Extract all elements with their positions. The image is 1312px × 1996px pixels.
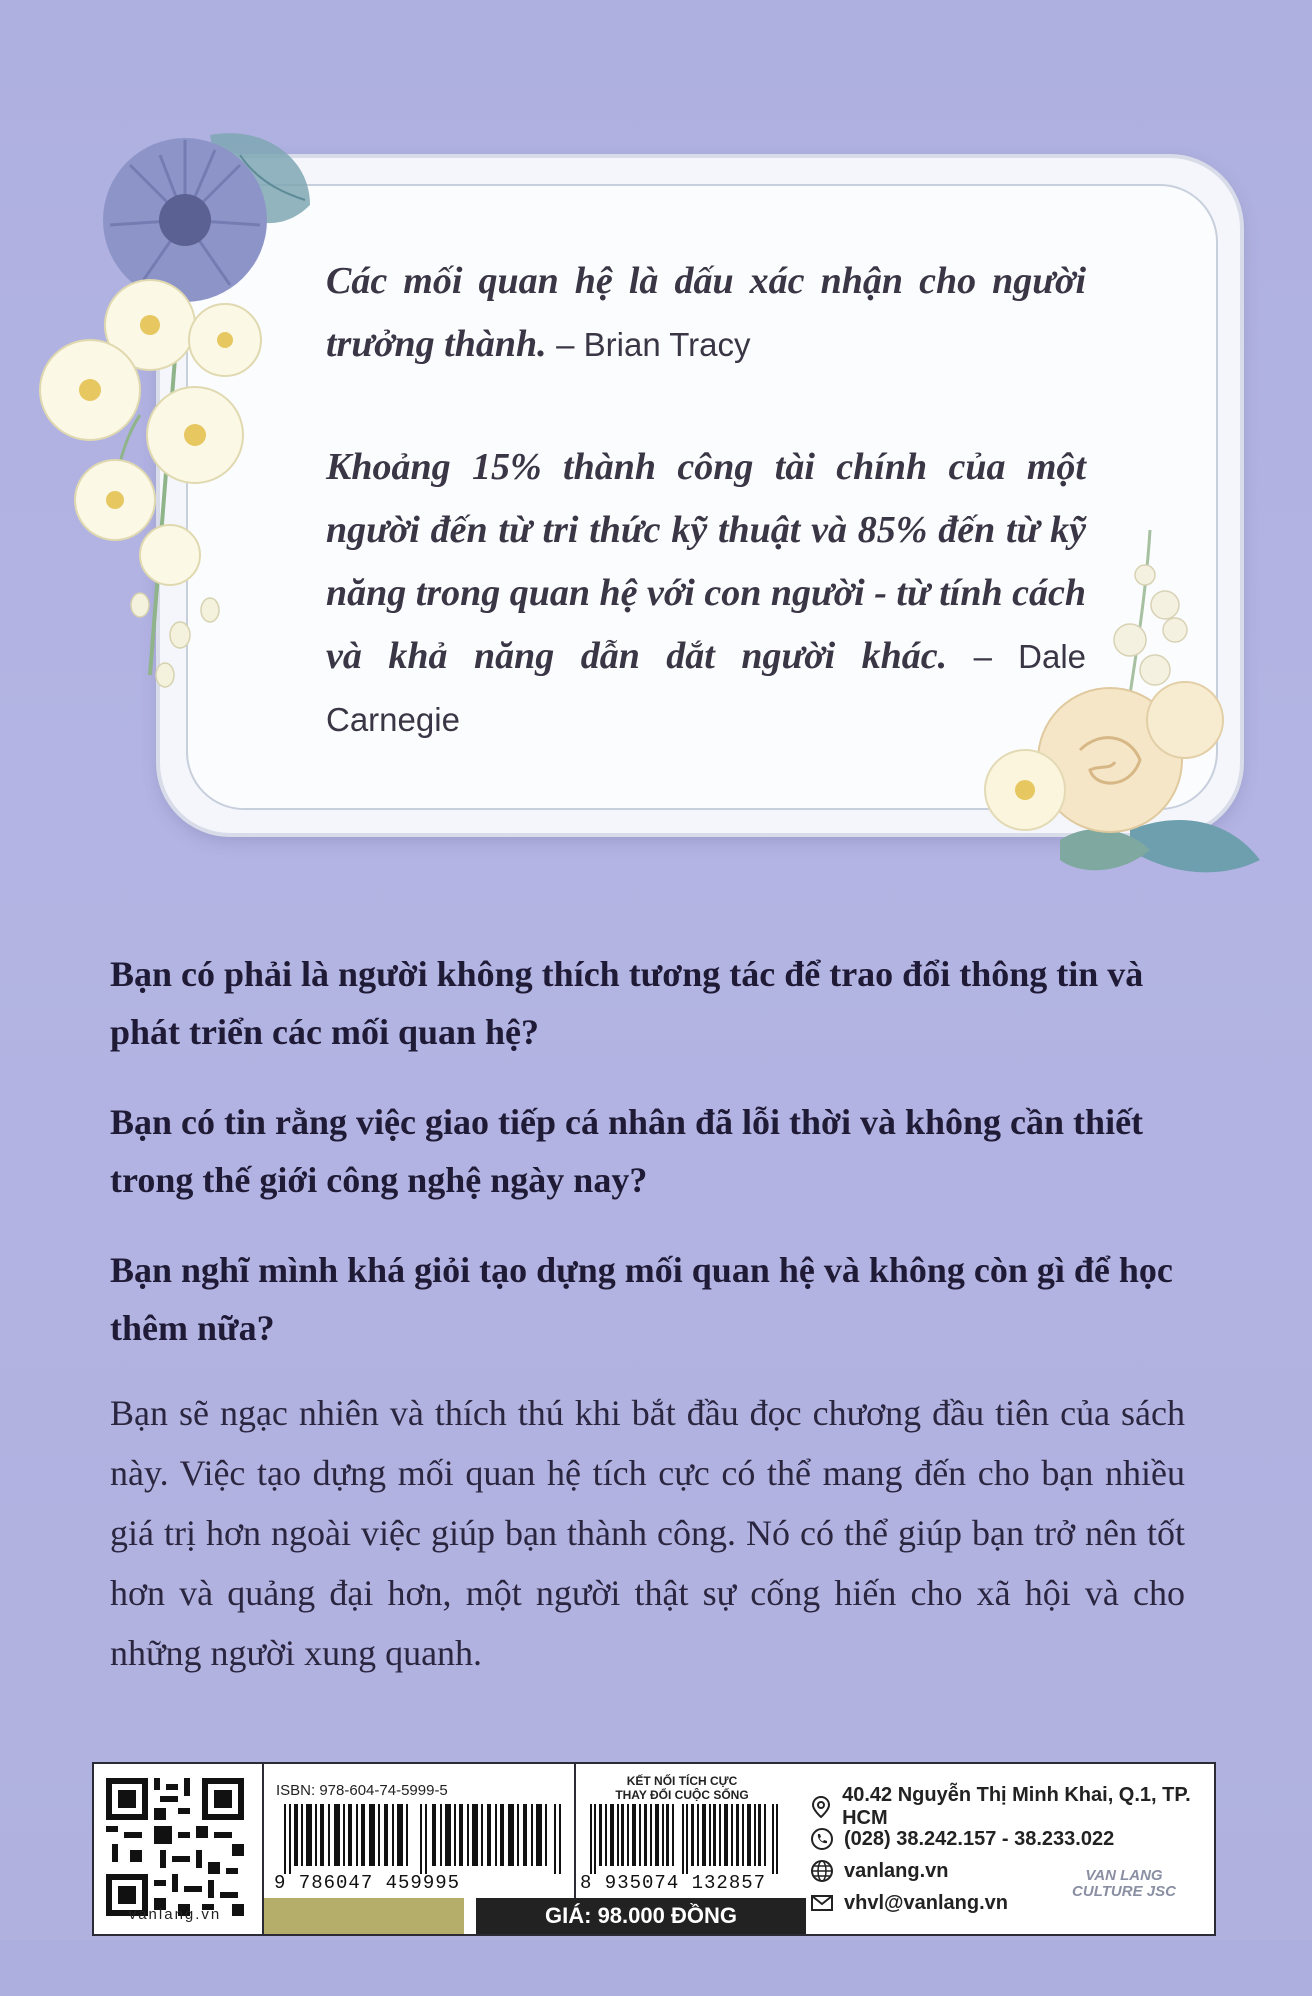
publisher-logo: [1054, 1868, 1194, 1900]
isbn-label: ISBN: 978-604-74-5999-5: [276, 1782, 448, 1799]
quote-1-text: Các mối quan hệ là dấu xác nhận cho người trưởng thành.: [326, 260, 1086, 365]
series-title-line1: KẾT NỐI TÍCH CỰC: [626, 1774, 738, 1788]
question-1: Bạn có phải là người không thích tương tác để trao đổi thông tin và phát triển các mối quan hệ?: [110, 954, 1144, 1052]
qr-caption: vanlang.vn: [128, 1906, 222, 1923]
price-tag: GIÁ: 98.000 ĐỒNG: [476, 1898, 806, 1934]
qr-code[interactable]: [100, 1772, 250, 1922]
location-pin-icon: [810, 1795, 832, 1819]
publisher-logo-line1: VAN LANG: [1085, 1867, 1163, 1884]
question-2: Bạn có tin rằng việc giao tiếp cá nhân đã lỗi thời và không cần thiết trong thế giới công nghệ ngày nay?: [110, 1102, 1144, 1200]
question-3: Bạn nghĩ mình khá giỏi tạo dựng mối quan hệ và không còn gì để học thêm nữa?: [110, 1250, 1173, 1348]
address-text: 40.42 Nguyễn Thị Minh Khai, Q.1, TP. HCM: [842, 1784, 1191, 1829]
isbn-color-strip: [264, 1898, 464, 1934]
series-title: [576, 1774, 788, 1802]
body-paragraph: Bạn sẽ ngạc nhiên và thích thú khi bắt đầu đọc chương đầu tiên của sách này. Việc tạo dựng mối quan hệ tích cực có thể mang đến cho bạn nhiều giá trị hơn ngoài việc giúp bạn thành công. Nó có thể giúp bạn trở nên tốt hơn và quảng đại hơn, một người thật sự cống hiến cho xã hội và cho những người xung quanh.: [110, 1393, 1185, 1673]
ean-barcode-number: 8 935074 132857: [580, 1872, 767, 1894]
footer-strip: [92, 1762, 1216, 1936]
quote-2-text: Khoảng 15% thành công tài chính của một người đến từ tri thức kỹ thuật và 85% đến từ kỹ năng trong quan hệ với con người - từ tính cách và khả năng dẫn dắt người khác.: [326, 446, 1086, 677]
website-link[interactable]: vanlang.vn: [844, 1859, 949, 1882]
isbn-barcode-number: 9 786047 459995: [274, 1872, 461, 1894]
ean-barcode: [590, 1804, 780, 1874]
publisher-logo-line2: CULTURE JSC: [1072, 1883, 1176, 1900]
isbn-barcode: [284, 1804, 564, 1874]
quote-2-author: – Dale Carnegie: [326, 638, 1087, 738]
address-row: [810, 1784, 1210, 1829]
globe-icon: [810, 1859, 834, 1883]
quote-1: [326, 250, 1086, 376]
bottom-band: [0, 1940, 1312, 1996]
phone-text: (028) 38.242.157 - 38.233.022: [844, 1827, 1115, 1850]
flower-decoration-right: [980, 530, 1280, 900]
quote-1-author: – Brian Tracy: [556, 326, 751, 363]
flower-decoration-left: [10, 115, 380, 715]
quote-2: [326, 436, 1086, 751]
mail-icon: [810, 1891, 834, 1915]
email-link[interactable]: vhvl@vanlang.vn: [844, 1891, 1008, 1914]
series-title-line2: THAY ĐỔI CUỘC SỐNG: [615, 1788, 749, 1802]
phone-icon: [810, 1827, 834, 1851]
publisher-contact: [810, 1784, 1210, 1920]
questions-section: [110, 945, 1185, 1389]
